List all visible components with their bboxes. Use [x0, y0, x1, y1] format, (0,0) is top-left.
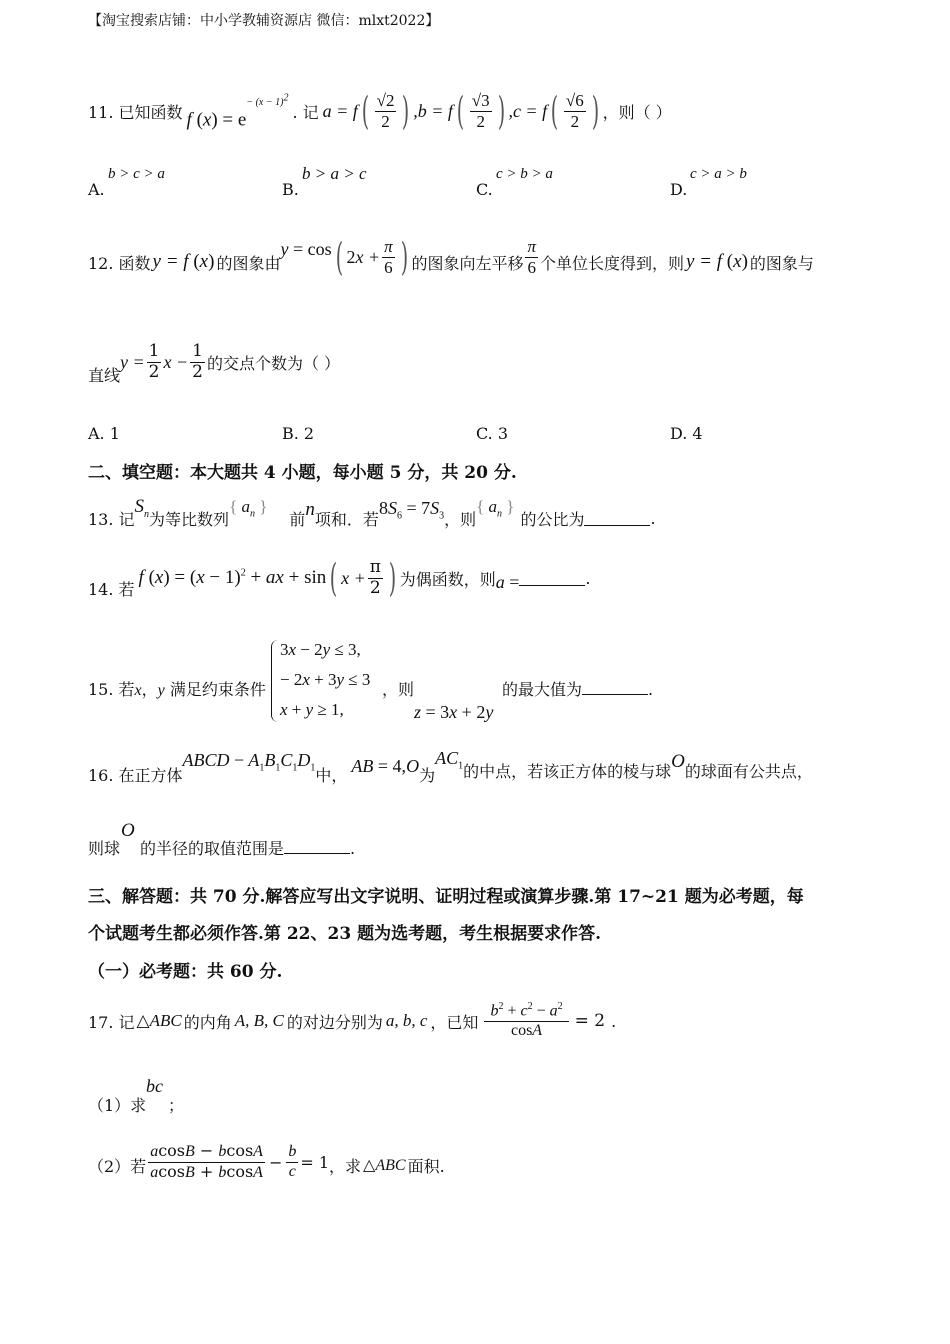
q14-answer-blank[interactable] — [519, 571, 585, 586]
q11-option-b-label: B. — [282, 180, 299, 199]
q12-option-a: A. 1 — [88, 424, 120, 443]
q11-option-a-expr: b > c > a — [108, 166, 165, 182]
q11-tail: ，则（ ） — [602, 102, 672, 122]
section-3-heading-line2: 个试题考生都必须作答.第 22、23 题为选考题，考生根据要求作答. — [88, 924, 601, 944]
q12-option-d: D. 4 — [670, 424, 703, 443]
q11-a-def: a = f — [322, 100, 358, 121]
q16-answer-blank[interactable] — [284, 839, 350, 854]
question-11: 11. 已知函数 f $(x) = e^{- (x - 1)^2}$ . 记 a = f ( $\frac{√2}{2}$ ) ,b = f ( $\frac{√3}{2}$ ) ,c = f ( $\frac{√6}{2}$ ) ，则（ ） — [88, 89, 672, 133]
question-13: 13. 记 $S_n$ 为等比数列 { $a_n$ } 前 n 项和．若 $8S_6 = 7S_3$ ，则 { $a_n$ } 的公比为 . — [88, 496, 656, 529]
section-3-heading-line1: 三、解答题：共 70 分.解答应写出文字说明、证明过程或演算步骤.第 17~21 题为必考题，每 — [88, 887, 804, 907]
q11-mid: . 记 — [292, 102, 319, 122]
question-12-line1: 12. 函数 y = f (x) 的图象由 y = cos ( 2x + $\frac{\pi}{6}$ ) 的图象向左平移 $\frac{\pi}{6}$ 个单位长度得到，则 y = f (x) 的图象与 — [88, 235, 814, 279]
q16-line2-a: 则球 — [88, 839, 121, 858]
q11-option-b-expr: b > a > c — [302, 164, 367, 183]
q11-option-a-label: A. — [88, 180, 105, 199]
q12-option-b: B. 2 — [282, 424, 315, 443]
question-16-line2: 的半径的取值范围是 . — [140, 839, 356, 858]
q17-sub1-label: （1）求 — [88, 1096, 147, 1115]
q15-constraint-3: x + y ≥ 1, — [280, 700, 344, 719]
q12-option-c: C. 3 — [476, 424, 509, 443]
q15-answer-blank[interactable] — [582, 680, 648, 695]
q17-sub1-end: ； — [168, 1096, 185, 1115]
q11-c-def: ,c = f — [508, 100, 548, 121]
q16-sphere-O: O — [121, 820, 135, 841]
question-16-line1: 16. 在正方体 ABCD − $A_1B_1C_1D_1$ 中， AB = 4,O 为 $AC_1$ 的中点，若该正方体的棱与球 O 的球面有公共点， — [88, 748, 813, 785]
question-17: 17. 记 △ABC 的内角 A, B, C 的对边分别为 a, b, c ，已知 $\frac{b^2 + c^2 - a^2}{\cos A}$ = 2 . — [88, 1001, 617, 1040]
question-15-tail: 的最大值为 . — [502, 680, 654, 699]
q15-then: ，则 — [382, 680, 415, 699]
q11-func: f $(x) = e^{- (x - 1)^2}$ — [186, 92, 289, 131]
q11-option-c-expr: c > b > a — [496, 166, 553, 182]
q15-constraint-2: − 2x + 3y ≤ 3 — [280, 670, 371, 689]
q15-constraint-1: 3x − 2y ≤ 3, — [280, 640, 361, 659]
q15-system-brace — [271, 640, 278, 722]
question-12-line2: 直线 y = $\frac{1}{2}$ x − $\frac{1}{2}$ 的交点个数为（ ） — [88, 340, 341, 385]
question-14: 14. 若 f $(x) = (x - 1)^2$ + ax + sin ( x + $\frac{\pi}{2}$ ) 为偶函数，则 a = . — [88, 556, 591, 600]
q11-option-d-label: D. — [670, 180, 688, 199]
question-15-intro: 15. 若x，y 满足约束条件 — [88, 680, 266, 699]
q11-option-c-label: C. — [476, 180, 493, 199]
q15-objective: z = 3x + 2y — [414, 702, 494, 722]
part-1-heading: （一）必考题：共 60 分. — [88, 962, 283, 982]
q17-sub1-bc: bc — [146, 1076, 163, 1096]
q17-sub2: （2）若 $\frac{acosB - bcosA}{acosB + bcosA}$ − $\frac{b}{c}$ = 1 ，求 △ABC 面积. — [88, 1141, 445, 1181]
q11-option-d-expr: c > a > b — [690, 166, 747, 182]
header-banner: 【淘宝搜索店铺：中小学教辅资源店 微信：mlxt2022】 — [88, 13, 440, 29]
q11-b-def: ,b = f — [413, 100, 453, 121]
q11-intro: 11. 已知函数 — [88, 102, 183, 122]
section-2-heading: 二、填空题：本大题共 4 小题，每小题 5 分，共 20 分. — [88, 463, 517, 483]
q13-answer-blank[interactable] — [584, 511, 650, 526]
